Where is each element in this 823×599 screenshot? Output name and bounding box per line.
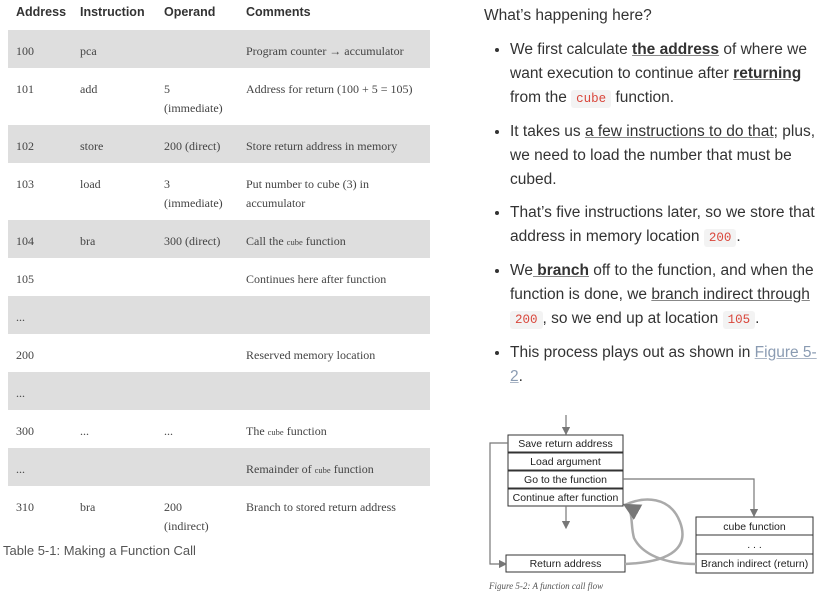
inline-code: cube: [571, 90, 611, 108]
table-row: [8, 220, 430, 258]
cell-instruction: load: [80, 177, 101, 191]
table-row: [8, 410, 430, 448]
cell-instruction: bra: [72, 220, 156, 258]
cell-comment: The cube function: [246, 424, 327, 438]
inline-code-cube: cube: [267, 427, 284, 437]
cell-address: 102: [8, 125, 72, 163]
cube-function-box: [696, 517, 813, 573]
cell-instruction: ...: [80, 424, 89, 438]
table-row: [8, 68, 430, 125]
cell-operand: [156, 334, 238, 372]
ellipsis-label: . . .: [747, 539, 762, 551]
table-row: [8, 125, 430, 163]
table-row: [8, 448, 430, 486]
cell-address: ...: [8, 448, 72, 486]
col-header-instruction: Instruction: [80, 5, 145, 19]
cell-comment: [238, 296, 430, 334]
table-row: [8, 30, 430, 68]
cell-comment: Reserved memory location: [246, 348, 376, 362]
term-branch[interactable]: branch: [532, 262, 589, 279]
cell-comment: Put number to cube (3) in accumulator: [246, 177, 369, 210]
cell-comment: [238, 372, 430, 410]
table-row: [8, 486, 430, 543]
cell-operand: [156, 258, 238, 296]
cell-operand: 5 (immediate): [164, 82, 223, 115]
cube-function-label: cube function: [723, 521, 786, 533]
cell-operand: 200 (indirect): [164, 500, 209, 533]
col-header-comments: Comments: [246, 5, 311, 19]
cell-instruction: [72, 372, 156, 410]
cell-instruction: bra: [80, 500, 96, 514]
cell-instruction: store: [72, 125, 156, 163]
box-save-return-address-label: Save return address: [518, 438, 613, 450]
cell-address: 101: [16, 82, 34, 96]
inline-code: 105: [723, 311, 756, 329]
list-item: • This process plays out as shown in Figure 5-2.: [510, 340, 819, 389]
box-go-to-function-label: Go to the function: [524, 474, 607, 486]
list-item: • We first calculate the address of where we want execution to continue after returning from the cube function.: [510, 37, 819, 111]
cell-address: 100: [8, 30, 72, 68]
call-arrow: [623, 479, 754, 516]
function-call-flow-diagram: [484, 414, 818, 574]
term-few-instructions[interactable]: a few instructions to do that: [584, 123, 774, 140]
col-header-address: Address: [16, 5, 67, 19]
cell-comment: Call the cube function: [238, 220, 430, 258]
cell-instruction: [72, 258, 156, 296]
box-return-address-label: Return address: [529, 558, 602, 570]
cell-instruction: add: [80, 82, 98, 96]
box-load-argument-label: Load argument: [530, 456, 601, 468]
explanation-section: [484, 4, 819, 397]
explanation-heading: What’s happening here?: [484, 7, 652, 24]
return-loop-arrow-inner: [625, 505, 696, 564]
inline-code-cube: cube: [314, 465, 331, 475]
cell-instruction: [72, 448, 156, 486]
figure-caption: Figure 5-2: A function call flow: [489, 581, 604, 591]
cell-address: ...: [8, 372, 72, 410]
cell-comment: Branch to stored return address: [246, 500, 396, 514]
cell-address: 300: [16, 424, 34, 438]
cell-address: 200: [16, 348, 34, 362]
cell-operand: [156, 448, 238, 486]
explanation-list: [484, 37, 819, 389]
table-header-row: [8, 0, 430, 30]
cell-operand: [156, 30, 238, 68]
main-flow-boxes: [508, 435, 623, 506]
col-header-operand: Operand: [164, 5, 216, 19]
cell-comment: Address for return (100 + 5 = 105): [246, 82, 413, 96]
cell-instruction: [72, 334, 156, 372]
table-row: [8, 372, 430, 410]
cell-comment: Remainder of cube function: [238, 448, 430, 486]
cell-address: 103: [16, 177, 34, 191]
cell-operand: 300 (direct): [156, 220, 238, 258]
cell-address: 310: [16, 500, 34, 514]
store-address-arrow: [490, 443, 508, 564]
cell-operand: 3 (immediate): [164, 177, 223, 210]
list-item: • It takes us a few instructions to do that; plus, we need to load the number that must be cubed.: [510, 119, 819, 192]
cell-address: ...: [8, 296, 72, 334]
table-row: [8, 334, 430, 372]
cell-operand: [156, 372, 238, 410]
cell-address: 105: [16, 272, 34, 286]
table-row: [8, 163, 430, 220]
inline-code: 200: [704, 229, 737, 247]
term-returning[interactable]: returning: [733, 65, 802, 82]
cell-instruction: [72, 296, 156, 334]
inline-code-cube: cube: [286, 237, 303, 247]
list-item: • We branch off to the function, and when the function is done, we branch indirect through 200 , so we end up at location 105 .: [510, 258, 819, 332]
cell-comment: Continues here after function: [246, 272, 387, 286]
list-item: • That’s five instructions later, so we store that address in memory location 200 .: [510, 200, 819, 250]
cell-instruction: pca: [72, 30, 156, 68]
term-branch-indirect[interactable]: branch indirect through: [651, 286, 810, 303]
cell-operand: ...: [164, 424, 173, 438]
cell-operand: [156, 296, 238, 334]
table-row: [8, 258, 430, 296]
cell-address: 104: [8, 220, 72, 258]
term-the-address[interactable]: the address: [632, 41, 720, 58]
table-caption: Table 5-1: Making a Function Call: [3, 543, 196, 558]
instruction-table: [8, 0, 430, 543]
cell-operand: 200 (direct): [156, 125, 238, 163]
figure-link[interactable]: Figure 5-2: [510, 344, 817, 385]
cell-comment: Store return address in memory: [238, 125, 430, 163]
table-row: [8, 296, 430, 334]
box-continue-after-function-label: Continue after function: [512, 492, 619, 504]
cell-comment: Program counter → accumulator: [238, 30, 430, 68]
branch-indirect-label: Branch indirect (return): [700, 558, 809, 570]
inline-code: 200: [510, 311, 543, 329]
